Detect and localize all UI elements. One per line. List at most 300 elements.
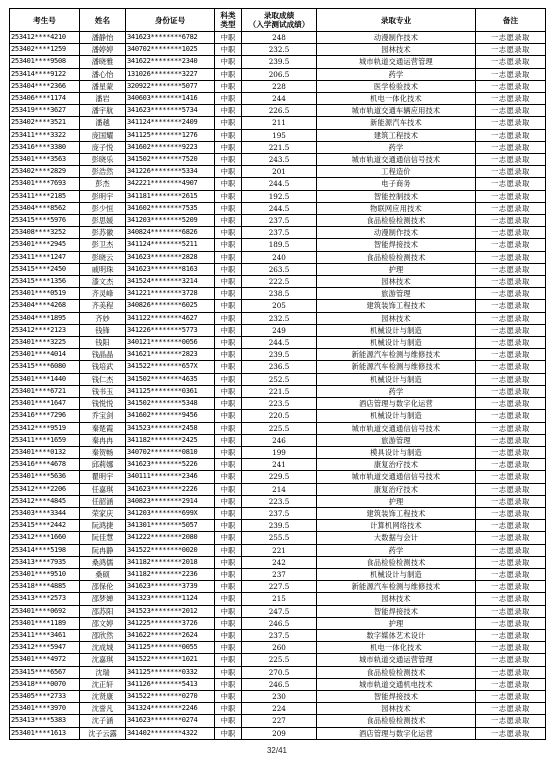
cell-name: 沈瑞	[80, 666, 126, 678]
cell-exam-no: 253401****0692	[10, 605, 80, 617]
cell-exam-no: 253418****0070	[10, 678, 80, 690]
cell-note: 一志愿录取	[476, 617, 546, 629]
cell-name: 彭晓乐	[80, 154, 126, 166]
cell-name: 钱悦悦	[80, 398, 126, 410]
cell-type: 中职	[215, 239, 242, 251]
cell-major: 酒店管理与数字化运营	[317, 727, 476, 739]
cell-name: 邵欣然	[80, 629, 126, 641]
table-row	[10, 263, 546, 275]
cell-exam-no: 253411****3322	[10, 129, 80, 141]
cell-note: 一志愿录取	[476, 532, 546, 544]
cell-score: 270.5	[242, 666, 317, 678]
cell-note: 一志愿录取	[476, 483, 546, 495]
cell-major: 城市轨道交通通信信号技术	[317, 471, 476, 483]
table-row	[10, 629, 546, 641]
cell-score: 225.5	[242, 422, 317, 434]
cell-major: 旅游管理	[317, 288, 476, 300]
cell-name: 阮冉静	[80, 544, 126, 556]
cell-type: 中职	[215, 568, 242, 580]
cell-type: 中职	[215, 251, 242, 263]
cell-name: 齐灵峰	[80, 288, 126, 300]
cell-type: 中职	[215, 129, 242, 141]
table-row	[10, 68, 546, 80]
cell-id-no: 341181********2615	[126, 190, 215, 202]
table-row	[10, 422, 546, 434]
cell-note: 一志愿录取	[476, 93, 546, 105]
cell-major: 园林技术	[317, 276, 476, 288]
cell-name: 沈正轩	[80, 678, 126, 690]
cell-id-no: 341182********2425	[126, 434, 215, 446]
cell-major: 新能源汽车检测与维修技术	[317, 581, 476, 593]
cell-major: 建筑装饰工程技术	[317, 507, 476, 519]
table-row	[10, 141, 546, 153]
cell-exam-no: 253401****3563	[10, 154, 80, 166]
cell-id-no: 341226********5334	[126, 166, 215, 178]
cell-score: 237.5	[242, 215, 317, 227]
table-row	[10, 93, 546, 105]
cell-id-no: 341623********5226	[126, 459, 215, 471]
cell-major: 城市轨道交通通信信号技术	[317, 154, 476, 166]
cell-note: 一志愿录取	[476, 178, 546, 190]
cell-exam-no: 253404****8562	[10, 202, 80, 214]
table-row	[10, 32, 546, 44]
cell-id-no: 341623********0274	[126, 715, 215, 727]
cell-name: 潘心怡	[80, 68, 126, 80]
cell-id-no: 341125********0361	[126, 385, 215, 397]
table-row	[10, 117, 546, 129]
cell-exam-no: 253412****4845	[10, 495, 80, 507]
cell-major: 城市轨道交通机电技术	[317, 678, 476, 690]
cell-name: 阮鸿捷	[80, 520, 126, 532]
cell-id-no: 341125********0055	[126, 642, 215, 654]
cell-note: 一志愿录取	[476, 202, 546, 214]
cell-type: 中职	[215, 349, 242, 361]
cell-major: 园林技术	[317, 703, 476, 715]
cell-score: 215	[242, 593, 317, 605]
table-row	[10, 215, 546, 227]
cell-score: 223.5	[242, 495, 317, 507]
cell-type: 中职	[215, 446, 242, 458]
cell-type: 中职	[215, 715, 242, 727]
cell-type: 中职	[215, 32, 242, 44]
cell-type: 中职	[215, 68, 242, 80]
cell-note: 一志愿录取	[476, 654, 546, 666]
cell-exam-no: 253404****2366	[10, 80, 80, 92]
cell-exam-no: 253418****4885	[10, 581, 80, 593]
table-row	[10, 495, 546, 507]
cell-name: 彭苏徽	[80, 227, 126, 239]
cell-note: 一志愿录取	[476, 434, 546, 446]
cell-major: 机电一体化技术	[317, 93, 476, 105]
header-score	[242, 9, 317, 32]
cell-exam-no: 253401****9510	[10, 568, 80, 580]
cell-exam-no: 253413****5383	[10, 715, 80, 727]
cell-name: 钱锋	[80, 324, 126, 336]
cell-exam-no: 253411****2185	[10, 190, 80, 202]
cell-name: 潘婷婷	[80, 44, 126, 56]
cell-type: 中职	[215, 581, 242, 593]
cell-name: 彭浩然	[80, 166, 126, 178]
cell-note: 一志愿录取	[476, 410, 546, 422]
table-row	[10, 642, 546, 654]
cell-type: 中职	[215, 666, 242, 678]
cell-id-no: 341125********1276	[126, 129, 215, 141]
cell-exam-no: 253402****2829	[10, 166, 80, 178]
cell-score: 242	[242, 556, 317, 568]
cell-id-no: 341124********2409	[126, 117, 215, 129]
cell-name: 沈贤康	[80, 690, 126, 702]
cell-major: 护理	[317, 617, 476, 629]
cell-type: 中职	[215, 166, 242, 178]
cell-name: 潘星蒙	[80, 80, 126, 92]
cell-major: 机械设计与制造	[317, 410, 476, 422]
cell-exam-no: 253401****7693	[10, 178, 80, 190]
cell-type: 中职	[215, 654, 242, 666]
cell-score: 221.5	[242, 141, 317, 153]
cell-name: 邱莉娜	[80, 459, 126, 471]
header-name: 姓名	[80, 9, 126, 32]
cell-type: 中职	[215, 520, 242, 532]
header-type-line1: 科类	[220, 11, 236, 20]
cell-note: 一志愿录取	[476, 398, 546, 410]
cell-id-no: 341502********4635	[126, 373, 215, 385]
cell-name: 桑鸿儒	[80, 556, 126, 568]
cell-score: 189.5	[242, 239, 317, 251]
cell-exam-no: 253414****9122	[10, 68, 80, 80]
cell-name: 邵文婷	[80, 617, 126, 629]
cell-id-no: 341522********0020	[126, 544, 215, 556]
cell-score: 224	[242, 703, 317, 715]
cell-score: 246	[242, 434, 317, 446]
cell-exam-no: 253415****2442	[10, 520, 80, 532]
cell-id-no: 341226********5773	[126, 324, 215, 336]
cell-score: 252.5	[242, 373, 317, 385]
cell-exam-no: 253402****3521	[10, 117, 80, 129]
cell-score: 241	[242, 459, 317, 471]
cell-exam-no: 253402****1259	[10, 44, 80, 56]
cell-note: 一志愿录取	[476, 459, 546, 471]
table-row	[10, 105, 546, 117]
cell-id-no: 341221********3728	[126, 288, 215, 300]
cell-name: 瞿明宇	[80, 471, 126, 483]
cell-score: 232.5	[242, 44, 317, 56]
cell-note: 一志愿录取	[476, 678, 546, 690]
cell-score: 195	[242, 129, 317, 141]
cell-note: 一志愿录取	[476, 385, 546, 397]
cell-major: 城市轨道交通通信信号技术	[317, 422, 476, 434]
cell-type: 中职	[215, 56, 242, 68]
cell-type: 中职	[215, 678, 242, 690]
cell-note: 一志愿录取	[476, 300, 546, 312]
cell-name: 潘晓雅	[80, 56, 126, 68]
cell-exam-no: 253404****4268	[10, 300, 80, 312]
cell-score: 226.5	[242, 105, 317, 117]
cell-score: 227.5	[242, 581, 317, 593]
cell-major: 动漫制作技术	[317, 227, 476, 239]
cell-type: 中职	[215, 642, 242, 654]
cell-major: 工程造价	[317, 166, 476, 178]
admission-list-sheet	[9, 8, 545, 740]
cell-note: 一志愿录取	[476, 288, 546, 300]
cell-name: 潘越	[80, 117, 126, 129]
header-note: 备注	[476, 9, 546, 32]
table-row	[10, 483, 546, 495]
cell-exam-no: 253405****2733	[10, 690, 80, 702]
cell-exam-no: 253415****5976	[10, 215, 80, 227]
cell-note: 一志愿录取	[476, 495, 546, 507]
cell-exam-no: 253401****3970	[10, 703, 80, 715]
table-row	[10, 398, 546, 410]
page-number: 32/41	[266, 746, 288, 755]
cell-exam-no: 253411****3461	[10, 629, 80, 641]
cell-id-no: 341622********2340	[126, 56, 215, 68]
cell-name: 彭杰	[80, 178, 126, 190]
cell-major: 康复治疗技术	[317, 483, 476, 495]
cell-type: 中职	[215, 495, 242, 507]
header-major: 录取专业	[317, 9, 476, 32]
cell-exam-no: 253406****1174	[10, 93, 80, 105]
cell-type: 中职	[215, 422, 242, 434]
cell-score: 192.5	[242, 190, 317, 202]
cell-major: 机械设计与制造	[317, 373, 476, 385]
cell-note: 一志愿录取	[476, 263, 546, 275]
cell-exam-no: 253401****1647	[10, 398, 80, 410]
cell-type: 中职	[215, 593, 242, 605]
cell-major: 护理	[317, 495, 476, 507]
cell-score: 232.5	[242, 312, 317, 324]
cell-id-no: 342221********4907	[126, 178, 215, 190]
cell-name: 潘宇航	[80, 105, 126, 117]
cell-score: 223.5	[242, 398, 317, 410]
cell-score: 255.5	[242, 532, 317, 544]
cell-note: 一志愿录取	[476, 276, 546, 288]
cell-major: 护理	[317, 263, 476, 275]
cell-exam-no: 253416****3380	[10, 141, 80, 153]
cell-note: 一志愿录取	[476, 56, 546, 68]
cell-exam-no: 253408****3252	[10, 227, 80, 239]
cell-id-no: 340603********1416	[126, 93, 215, 105]
cell-score: 260	[242, 642, 317, 654]
cell-major: 智能焊接技术	[317, 690, 476, 702]
cell-major: 食品检验检测技术	[317, 556, 476, 568]
cell-exam-no: 253401****0132	[10, 446, 80, 458]
cell-exam-no: 253401****3225	[10, 337, 80, 349]
cell-major: 新能源汽车技术	[317, 117, 476, 129]
cell-score: 246.5	[242, 617, 317, 629]
header-type	[215, 9, 242, 32]
cell-note: 一志愿录取	[476, 544, 546, 556]
cell-id-no: 341222********2080	[126, 532, 215, 544]
cell-score: 221	[242, 544, 317, 556]
cell-id-no: 341623********2226	[126, 483, 215, 495]
cell-id-no: 341602********9456	[126, 410, 215, 422]
table-row	[10, 617, 546, 629]
cell-score: 239.5	[242, 349, 317, 361]
cell-score: 246.5	[242, 678, 317, 690]
cell-score: 201	[242, 166, 317, 178]
cell-exam-no: 253416****7296	[10, 410, 80, 422]
table-row	[10, 690, 546, 702]
cell-type: 中职	[215, 324, 242, 336]
cell-note: 一志愿录取	[476, 629, 546, 641]
cell-score: 248	[242, 32, 317, 44]
cell-note: 一志愿录取	[476, 471, 546, 483]
cell-name: 漆文杰	[80, 276, 126, 288]
cell-note: 一志愿录取	[476, 666, 546, 678]
cell-major: 计算机网络技术	[317, 520, 476, 532]
table-row	[10, 727, 546, 739]
cell-exam-no: 253412****9519	[10, 422, 80, 434]
cell-type: 中职	[215, 361, 242, 373]
cell-type: 中职	[215, 263, 242, 275]
cell-exam-no: 253412****5947	[10, 642, 80, 654]
table-header	[10, 9, 546, 32]
cell-id-no: 341522********657X	[126, 361, 215, 373]
cell-name: 戚明珠	[80, 263, 126, 275]
cell-name: 桑硕	[80, 568, 126, 580]
cell-score: 249	[242, 324, 317, 336]
cell-major: 机械设计与制造	[317, 337, 476, 349]
cell-note: 一志愿录取	[476, 80, 546, 92]
cell-name: 荣家庆	[80, 507, 126, 519]
cell-type: 中职	[215, 727, 242, 739]
cell-major: 园林技术	[317, 593, 476, 605]
cell-name: 钱培武	[80, 361, 126, 373]
cell-name: 潘静怡	[80, 32, 126, 44]
cell-exam-no: 253412****4210	[10, 32, 80, 44]
cell-exam-no: 253401****1189	[10, 617, 80, 629]
cell-major: 城市轨道交通车辆应用技术	[317, 105, 476, 117]
cell-major: 药学	[317, 141, 476, 153]
table-row	[10, 349, 546, 361]
cell-name: 彭晓云	[80, 251, 126, 263]
cell-id-no: 340702********1025	[126, 44, 215, 56]
cell-id-no: 341182********2018	[126, 556, 215, 568]
cell-id-no: 341122********4627	[126, 312, 215, 324]
cell-score: 211	[242, 117, 317, 129]
cell-type: 中职	[215, 312, 242, 324]
table-row	[10, 202, 546, 214]
cell-note: 一志愿录取	[476, 215, 546, 227]
cell-note: 一志愿录取	[476, 507, 546, 519]
cell-note: 一志愿录取	[476, 154, 546, 166]
table-row	[10, 288, 546, 300]
cell-type: 中职	[215, 105, 242, 117]
cell-id-no: 341602********9223	[126, 141, 215, 153]
cell-id-no: 341225********3726	[126, 617, 215, 629]
cell-type: 中职	[215, 154, 242, 166]
cell-note: 一志愿录取	[476, 44, 546, 56]
cell-major: 食品检验检测技术	[317, 251, 476, 263]
cell-name: 邵苏阳	[80, 605, 126, 617]
table-row	[10, 239, 546, 251]
header-score-line1: 录取成绩	[263, 11, 295, 20]
cell-name: 阮佳慧	[80, 532, 126, 544]
cell-major: 数字媒体艺术设计	[317, 629, 476, 641]
cell-type: 中职	[215, 459, 242, 471]
cell-score: 227	[242, 715, 317, 727]
cell-score: 247.5	[242, 605, 317, 617]
cell-exam-no: 253414****5198	[10, 544, 80, 556]
cell-type: 中职	[215, 507, 242, 519]
cell-id-no: 341402********4322	[126, 727, 215, 739]
table-row	[10, 385, 546, 397]
cell-name: 沈子涵	[80, 715, 126, 727]
cell-type: 中职	[215, 337, 242, 349]
cell-major: 药学	[317, 68, 476, 80]
table-row	[10, 703, 546, 715]
cell-note: 一志愿录取	[476, 117, 546, 129]
cell-major: 模具设计与制造	[317, 446, 476, 458]
cell-note: 一志愿录取	[476, 227, 546, 239]
cell-exam-no: 253401****1613	[10, 727, 80, 739]
cell-id-no: 340111********2346	[126, 471, 215, 483]
cell-id-no: 341623********2828	[126, 251, 215, 263]
cell-type: 中职	[215, 690, 242, 702]
cell-id-no: 341623********6782	[126, 32, 215, 44]
cell-type: 中职	[215, 178, 242, 190]
cell-name: 乔宝剑	[80, 410, 126, 422]
table-row	[10, 166, 546, 178]
table-row	[10, 593, 546, 605]
cell-type: 中职	[215, 300, 242, 312]
cell-name: 庞子悦	[80, 141, 126, 153]
cell-id-no: 341523********2012	[126, 605, 215, 617]
cell-major: 智能控制技术	[317, 190, 476, 202]
cell-name: 潘岩	[80, 93, 126, 105]
cell-note: 一志愿录取	[476, 422, 546, 434]
cell-major: 园林技术	[317, 44, 476, 56]
cell-score: 228	[242, 80, 317, 92]
cell-id-no: 341324********2246	[126, 703, 215, 715]
cell-exam-no: 253411****1247	[10, 251, 80, 263]
header-id-no: 身份证号	[126, 9, 215, 32]
cell-exam-no: 253415****2450	[10, 263, 80, 275]
cell-score: 221.5	[242, 385, 317, 397]
cell-note: 一志愿录取	[476, 239, 546, 251]
cell-note: 一志愿录取	[476, 581, 546, 593]
cell-score: 222.5	[242, 276, 317, 288]
cell-major: 食品检验检测技术	[317, 215, 476, 227]
cell-major: 大数据与会计	[317, 532, 476, 544]
cell-id-no: 341621********2823	[126, 349, 215, 361]
cell-id-no: 341602********7535	[126, 202, 215, 214]
cell-score: 239.5	[242, 520, 317, 532]
table-row	[10, 251, 546, 263]
cell-score: 205	[242, 300, 317, 312]
cell-note: 一志愿录取	[476, 715, 546, 727]
cell-type: 中职	[215, 434, 242, 446]
cell-id-no: 320922********5077	[126, 80, 215, 92]
cell-exam-no: 253401****0519	[10, 288, 80, 300]
table-row	[10, 56, 546, 68]
admission-table	[9, 8, 546, 740]
table-row	[10, 300, 546, 312]
cell-exam-no: 253401****2945	[10, 239, 80, 251]
table-row	[10, 446, 546, 458]
cell-name: 秦楚霞	[80, 422, 126, 434]
cell-name: 沈成城	[80, 642, 126, 654]
cell-type: 中职	[215, 117, 242, 129]
cell-exam-no: 253412****2206	[10, 483, 80, 495]
cell-name: 彭卫杰	[80, 239, 126, 251]
cell-major: 新能源汽车检测与维修技术	[317, 361, 476, 373]
cell-exam-no: 253413****2573	[10, 593, 80, 605]
cell-exam-no: 253413****7935	[10, 556, 80, 568]
cell-major: 城市轨道交通运营管理	[317, 654, 476, 666]
header-type-line2: 类型	[220, 20, 236, 29]
cell-note: 一志愿录取	[476, 251, 546, 263]
